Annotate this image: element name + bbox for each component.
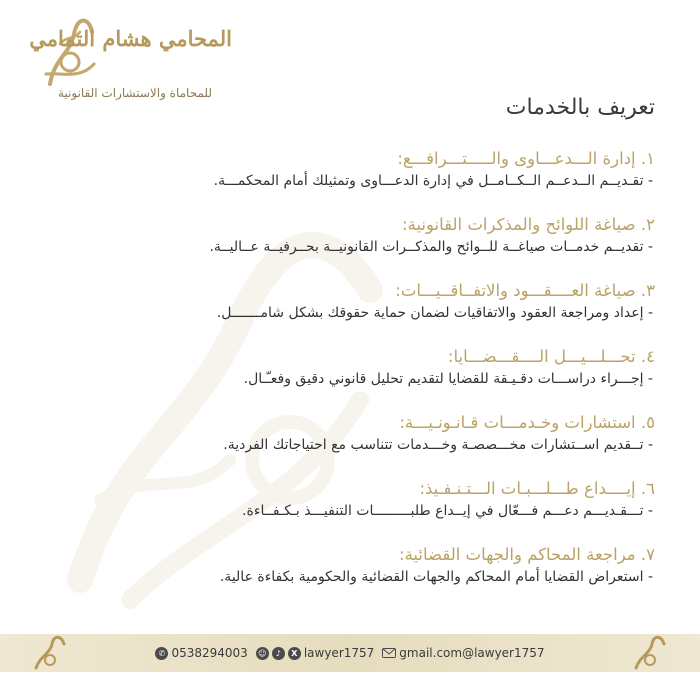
- x-icon: X: [288, 647, 301, 660]
- service-description: - إجـــراء دراســـات دقـيـقة للقضايا لتقديم تحليل قانوني دقيق وفعـّـال.: [243, 371, 653, 387]
- service-description: - إعداد ومراجعة العقود والاتفاقيات لضمان حماية حقوقك بشكل شامـــــــل.: [216, 305, 653, 321]
- phone-number: 0538294003: [171, 646, 248, 660]
- service-title: ٦. إيــــداع طـــلـــبـات الـــتـنـفـيذ:: [419, 479, 655, 498]
- service-item: [35, 280, 655, 346]
- email-address: gmail.com@lawyer1757: [399, 646, 545, 660]
- service-description: - استعراض القضايا أمام المحاكم والجهات القضائية والحكومية بكفاءة عالية.: [219, 569, 653, 585]
- service-description: - تقديــم خدمــات صياغــة للــوائح والمذكــرات القانونيــة بحــرفيــة عــاليــة.: [209, 239, 653, 255]
- brand-tagline: للمحاماة والاستشارات القانونية: [57, 86, 213, 100]
- service-title: ٥. استشارات وخـدمـــات قـانـونـيـــة:: [399, 413, 655, 432]
- brand-name: المحامي هشام التمامي: [29, 26, 232, 51]
- phone-contact[interactable]: [155, 646, 247, 660]
- service-item: [35, 478, 655, 544]
- service-item: [35, 214, 655, 280]
- service-description: - تـــقـديـــم دعـــم فـــعّال في إيــداع طلبـــــــــات التنفيـــذ بـكـفــاءة.: [242, 503, 653, 519]
- whatsapp-icon: ✆: [155, 647, 168, 660]
- service-item: [35, 544, 655, 610]
- page-title: تعريف بالخدمات: [505, 95, 655, 120]
- service-description: - تــقديم اســتشارات مخـــصصـة وخـــدمات تتناسب مع احتياجاتك الفردية.: [223, 437, 653, 453]
- social-handle: lawyer1757: [303, 646, 375, 660]
- email-contact[interactable]: [382, 646, 544, 660]
- service-item: [35, 412, 655, 478]
- services-list: [35, 148, 655, 610]
- service-item: [35, 346, 655, 412]
- tiktok-icon: ♪: [272, 647, 285, 660]
- mail-icon: [382, 648, 396, 658]
- service-title: ٧. مراجعة المحاكم والجهات القضائية:: [399, 545, 655, 564]
- service-title: ١. إدارة الـــدعـــاوى والـــــتـــرافـــع:: [397, 149, 655, 168]
- service-title: ٤. تحـــلـــيـــل الــــقـــضـــايا:: [447, 347, 655, 366]
- social-contact[interactable]: [256, 646, 374, 660]
- snapchat-icon: ☺: [256, 647, 269, 660]
- calligraphy-emblem-icon: [630, 634, 670, 674]
- service-title: ٢. صياغة اللوائح والمذكرات القانونية:: [402, 215, 655, 234]
- service-title: ٣. صياغة العــــقـــود والاتفــاقــيـــات:: [395, 281, 655, 300]
- service-item: [35, 148, 655, 214]
- contact-row: [0, 634, 700, 672]
- service-description: - تقـديــم الــدعــم الــكــامــل في إدارة الدعـــاوى وتمثيلك أمام المحكمـــة.: [213, 173, 653, 189]
- footer-contact-bar: [0, 634, 700, 672]
